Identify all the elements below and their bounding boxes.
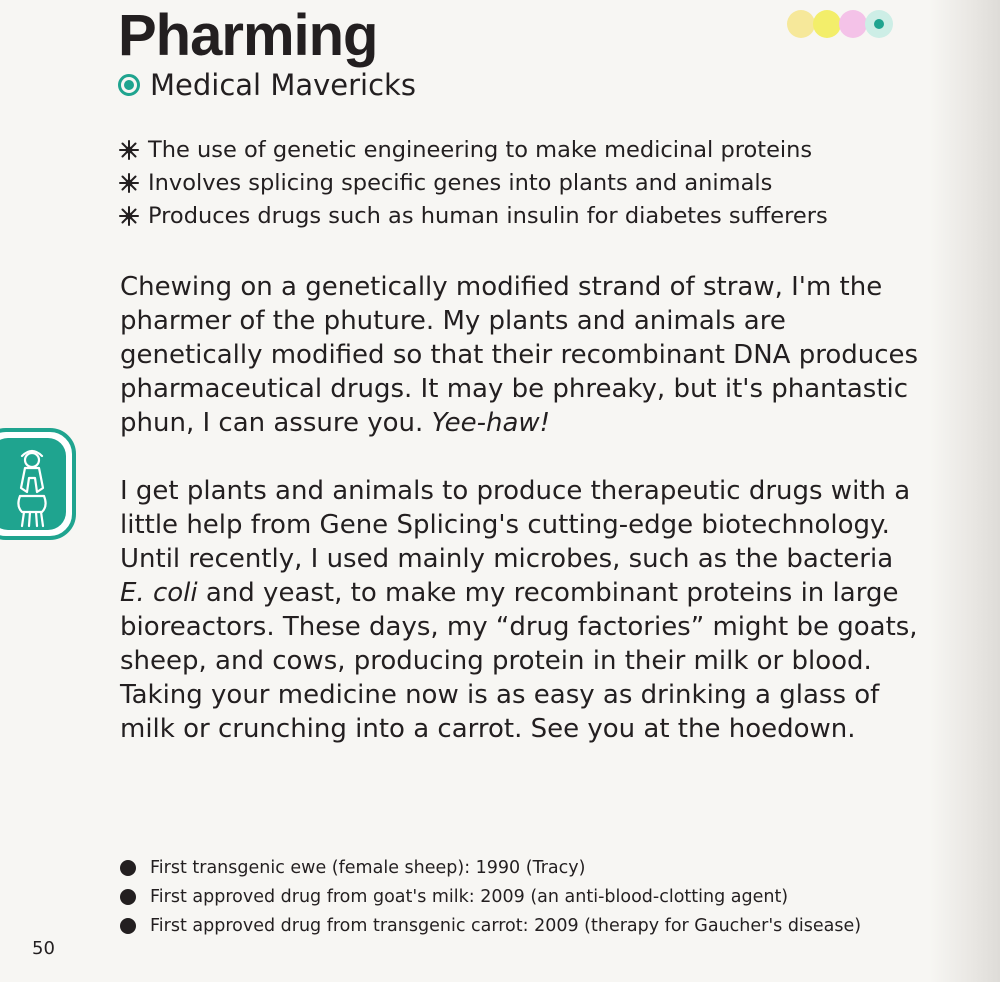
paragraph-intro-italic: Yee-haw! [431, 408, 551, 438]
fact-item [118, 199, 828, 232]
note-item [120, 853, 861, 882]
bullet-dot-icon [120, 889, 136, 905]
color-dots [787, 10, 891, 38]
note-item [120, 911, 861, 940]
page-number: 50 [32, 938, 55, 959]
star-icon [118, 205, 140, 227]
fact-item [118, 133, 828, 166]
side-tab [0, 428, 76, 540]
note-text: First approved drug from goat's milk: 2009 (an anti-blood-clotting agent) [150, 886, 789, 907]
color-dot-pink [839, 10, 867, 38]
page-shadow [930, 0, 1000, 982]
fact-text: Involves splicing specific genes into plants and animals [148, 169, 773, 196]
color-dot-teal [865, 10, 893, 38]
note-text: First transgenic ewe (female sheep): 1990 (Tracy) [150, 857, 586, 878]
paragraph-main-part1: I get plants and animals to produce therapeutic drugs with a little help from Gene Splicing's cutting-edge biotechnology. Until recently, I used mainly microbes, such as the bacteria [120, 476, 911, 574]
paragraph-intro-text: Chewing on a genetically modified strand of straw, I'm the pharmer of the phuture. My plants and animals are genetically modified so that their recombinant DNA produces pharmaceutical drugs. It may be phreaky, but it's phantastic phun, I can assure you. [120, 272, 919, 438]
star-icon [118, 139, 140, 161]
subtitle-row [118, 68, 416, 102]
subtitle: Medical Mavericks [150, 68, 416, 102]
paragraph-main-part2: and yeast, to make my recombinant proteins in large bioreactors. These days, my “drug factories” might be goats, sheep, and cows, producing protein in their milk or blood. Taking your medicine now is as easy as drinking a glass of milk or crunching into a carrot. See you at the hoedown. [120, 578, 918, 744]
target-icon [118, 74, 140, 96]
fact-item [118, 166, 828, 199]
star-icon [118, 172, 140, 194]
fact-text: The use of genetic engineering to make medicinal proteins [148, 136, 813, 163]
paragraph-main [120, 474, 920, 746]
farmer-cow-icon [12, 448, 52, 530]
facts-list [118, 133, 828, 232]
page-title: Pharming [118, 3, 378, 68]
fact-text: Produces drugs such as human insulin for diabetes sufferers [148, 202, 828, 229]
paragraph-intro [120, 270, 920, 440]
color-dot-yellow [813, 10, 841, 38]
note-text: First approved drug from transgenic carrot: 2009 (therapy for Gaucher's disease) [150, 915, 862, 936]
paragraph-main-italic: E. coli [120, 578, 198, 608]
bullet-dot-icon [120, 860, 136, 876]
bullet-dot-icon [120, 918, 136, 934]
note-item [120, 882, 861, 911]
notes-list [120, 853, 861, 940]
color-dot-yellow-light [787, 10, 815, 38]
